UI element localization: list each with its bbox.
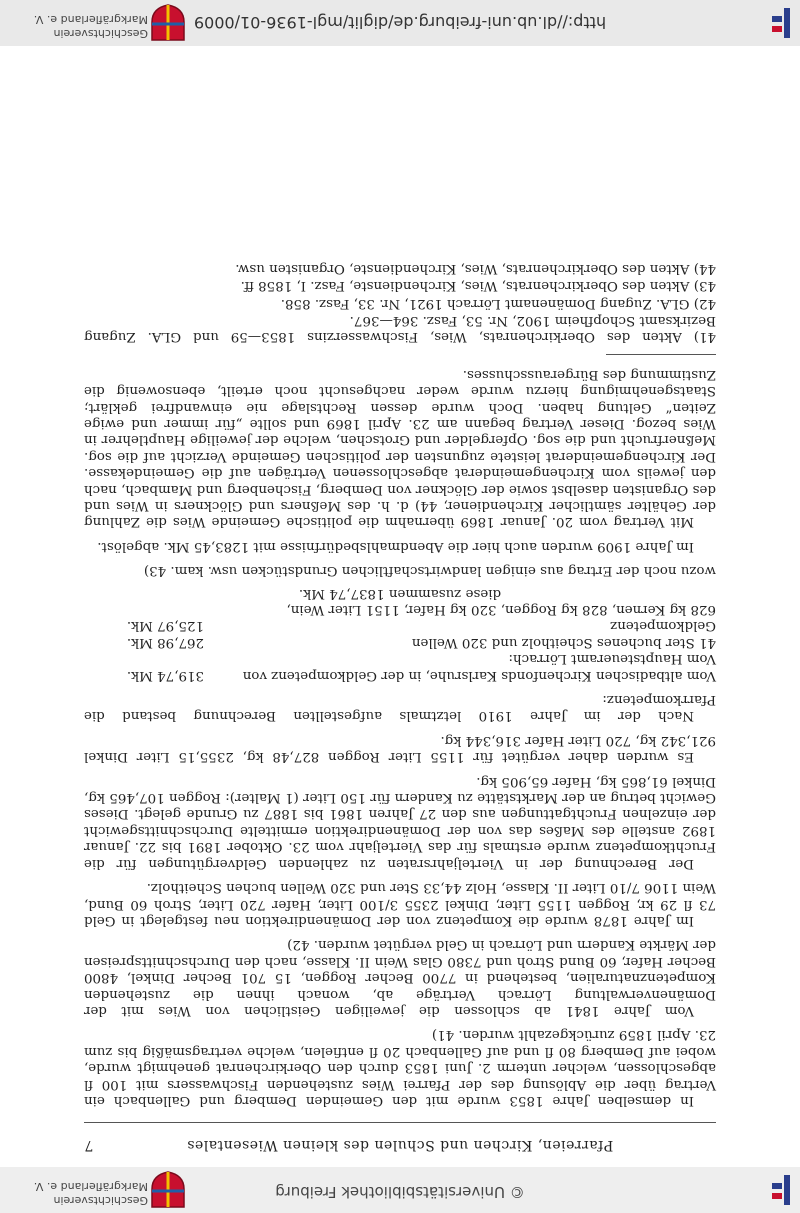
kompetenz-line: 628 kg Kernen, 828 kg Roggen, 320 kg Hafer, 1151 Liter Wein,: [286, 602, 716, 618]
viewer-header-bar: [0, 1167, 800, 1213]
page-content: [84, 258, 716, 1153]
paragraph: wozu noch der Ertrag aus einigen landwirtschaftlichen Grundstücken usw. kam. 43): [143, 563, 716, 579]
paragraph: Es wurden daher vergütet für 1155 Liter Roggen 827,48 kg, 2355,15 Liter Dinkel 921,342 kg, 720 Liter Hafer 316,344 kg.: [84, 732, 716, 765]
paragraph: Der Berechnung der in Vierteljahrsraten zu zahlenden Geldvergütungen für die Fruchtkompetenz wurde erstmals für das Vierteljahr vom 23. Oktober 1891 bis 22. Januar 1892 anstelle des Maßes das von der Domänendirektion ermittelte Durchschnittsgewicht der einzelnen Fruchtgattungen aus den 27 Jahren 1861 bis 1887 zu Grunde gelegt. Dieses Gewicht betrug an der Marktstätte zu Kandern für 150 Liter (1 Malter): Roggen 107,465 kg, Dinkel 61,865 kg, Hafer 65,905 kg.: [84, 773, 716, 871]
footnote: 42) GLA. Zugang Domänenamt Lörrach 1921, Nr. 33, Fasz. 858.: [280, 295, 716, 311]
paragraph: In demselben Jahre 1853 wurde mit den Gemeinden Demberg und Gallenbach ein Vertrag über die Ablösung des der Pfarrei Wies zustehenden Fischwassers mit 100 fl abgeschlossen, welcher unterm 2. Juni 1853 durch den Oberkirchenrat genehmigt wurde, wobei auf Demberg 80 fl und auf Gallenbach 20 fl entfielen, welche vertragsmäßig bis zum 23. April 1859 zurückgezahlt wurden. 41): [84, 1027, 716, 1108]
running-head: [84, 1129, 716, 1153]
paragraph: Im Jahre 1909 wurden auch hier die Abendmahlsbedürfnisse mit 1283,45 Mk. abgelöst.: [97, 538, 694, 554]
head-rule: [84, 1122, 716, 1123]
footnote-separator: [606, 354, 716, 355]
footnote: 41) Akten des Oberkirchenrats, Wies, Fischwasserzins 1853—59 und GLA. Zugang Bezirksamt Schopfheim 1902, Nr. 53, Fasz. 364—367.: [84, 312, 716, 345]
viewer-footer-bar: [0, 0, 800, 46]
kompetenz-line: Geldkompetenz 125,97 Mk.: [126, 618, 716, 634]
paragraph: Vom Jahre 1841 ab schlossen die jeweiligen Geistlichen von Wies mit der Domänenverwaltung Lörrach Verträge ab, wonach ihnen die zustehenden Kompetenznaturalien, bestehend in 7700 Becher Roggen, 15 701 Becher Dinkel, 4800 Becher Hafer, 60 Bund Stroh und 7380 Glas Wein II. Klasse, nach den Durchschnittspreisen der Märkte Kandern und Lörrach in Geld vergütet wurden. 42): [84, 937, 716, 1018]
kompetenz-line: Vom Hauptsteueramt Lörrach:: [508, 651, 716, 667]
paragraph: Im Jahre 1878 wurde die Kompetenz von der Domänendirektion neu festgelegt in Geld 73 fl 29 kr, Roggen 1155 Liter, Dinkel 2355 3/100 Liter, Hafer 720 Liter, Stroh 60 Bund, Wein 1106 7/10 Liter II. Klasse, Holz 44,33 Ster und 320 Wellen buchen Scheitholz.: [84, 880, 716, 928]
footnotes: [84, 259, 716, 344]
footnote: 43) Akten des Oberkirchenrats, Wies, Kirchendienste, Fasz. I, 1858 ff.: [240, 278, 716, 294]
society-crest-icon: [150, 4, 186, 42]
footnote: 44) Akten des Oberkirchenrats, Wies, Kirchendienste, Organisten usw.: [235, 260, 716, 276]
paragraph: Mit Vertrag vom 20. Januar 1869 übernahm die politische Gemeinde Wies die Zahlung der Gehälter sämtlicher Kirchendiener, 44) d. h. des Meßners und Glöckners in Wies und des Organisten daselbst sowie der Glöckner von Demberg, Fischenberg und Mambach, nach den jeweils vom Kirchengemeinderat abgeschlossenen Verträgen auf die Gemeindekasse. Der Kirchengemeinderat leistete zugunsten der politischen Gemeinde Verzicht auf die sog. Meßnerfrucht und die sog. Opfergelder und Grotschen, welche der jeweilige Hauptlehrer in Wies bezog. Dieser Vertrag begann am 23. April 1869 und sollte „für immer und ewige Zeiten“ Geltung haben. Doch wurde dessen Rechtslage nie einwandfrei geklärt; Staatsgenehmigung hierzu wurde weder nachgesucht noch erteilt, ebensowenig die Zustimmung des Bürgerausschusses.: [84, 366, 716, 530]
society-crest-icon: [150, 1171, 186, 1209]
society-label: Geschichtsverein Markgräflerland e. V.: [33, 13, 148, 40]
society-label: Geschichtsverein Markgräflerland e. V.: [33, 1180, 148, 1207]
permalink-url[interactable]: http://dl.ub.uni-freiburg.de/diglit/mgl-1936-01/0009: [193, 13, 607, 32]
running-title: Pfarreien, Kirchen und Schulen des kleinen Wiesentales: [186, 1137, 614, 1153]
kompetenz-line: diese zusammen 1837,74 Mk.: [298, 585, 502, 601]
kompetenz-line: Vom altbadischen Kirchenfonds Karlsruhe, in der Geldkompetenz von 319,74 Mk.: [126, 667, 716, 683]
page-number: 7: [84, 1137, 94, 1153]
kompetenz-line: 41 Ster buchenes Scheitholz und 320 Wellen 267,98 Mk.: [126, 634, 716, 650]
paragraph: Nach der im Jahre 1910 letztmals aufgestellten Berechnung bestand die Pfarrkompetenz:: [84, 692, 716, 724]
watermark-text: © Universitätsbibliothek Freiburg: [275, 1183, 525, 1201]
